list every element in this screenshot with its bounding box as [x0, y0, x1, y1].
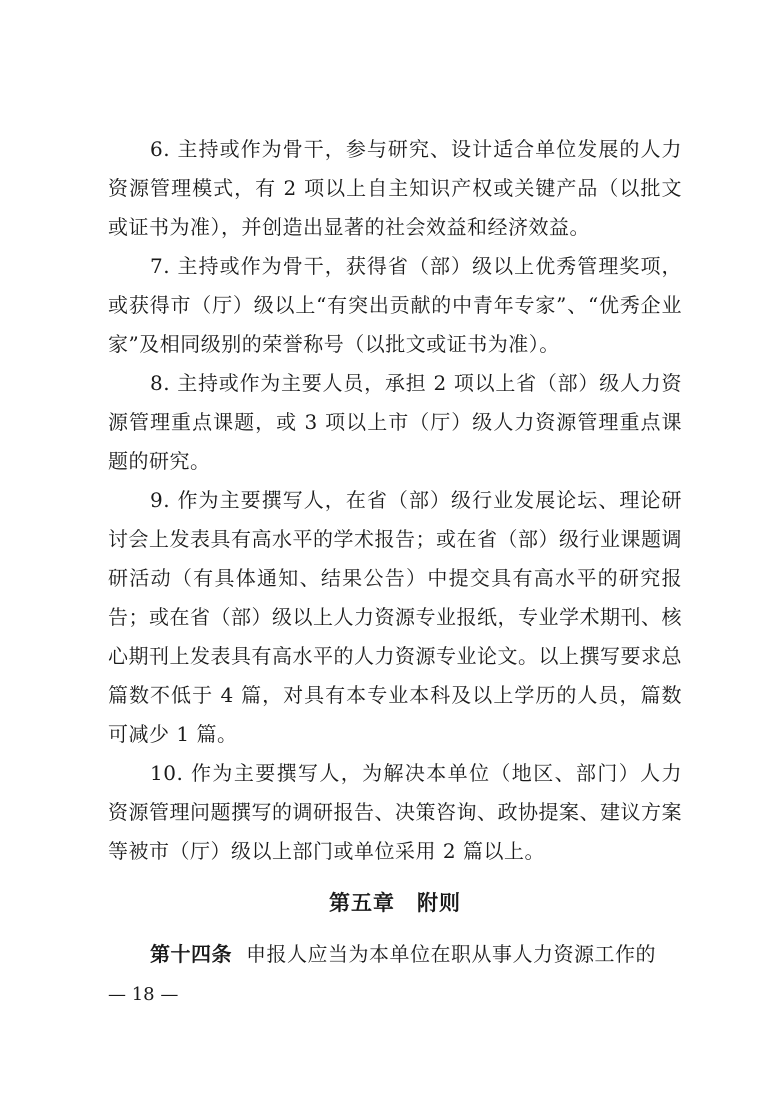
article-14 — [108, 935, 682, 974]
list-item-9: 9. 作为主要撰写人，在省（部）级行业发展论坛、理论研讨会上发表具有高水平的学术报告；或在省（部）级行业课题调研活动（有具体通知、结果公告）中提交具有高水平的研究报告；或在省（部）级以上人力资源专业报纸，专业学术期刊、核心期刊上发表具有高水平的人力资源专业论文。以上撰写要求总篇数不低于 4 篇，对具有本专业本科及以上学历的人员，篇数可减少 1 篇。 — [108, 488, 682, 746]
article-text: 申报人应当为本单位在职从事人力资源工作的 — [246, 942, 656, 966]
list-item-8: 8. 主持或作为主要人员，承担 2 项以上省（部）级人力资源管理重点课题，或 3 项以上市（厅）级人力资源管理重点课题的研究。 — [108, 371, 682, 473]
chapter-title: 附则 — [417, 891, 461, 915]
list-item-10: 10. 作为主要撰写人，为解决本单位（地区、部门）人力资源管理问题撰写的调研报告、决策咨询、政协提案、建议方案等被市（厅）级以上部门或单位采用 2 篇以上。 — [108, 761, 682, 863]
body-text — [108, 130, 682, 974]
page-number: — 18 — — [108, 984, 179, 1005]
list-item-6: 6. 主持或作为骨干，参与研究、设计适合单位发展的人力资源管理模式，有 2 项以上自主知识产权或关键产品（以批文或证书为准），并创造出显著的社会效益和经济效益。 — [108, 137, 682, 239]
article-label: 第十四条 — [150, 942, 232, 966]
list-item-7: 7. 主持或作为骨干，获得省（部）级以上优秀管理奖项，或获得市（厅）级以上“有突出贡献的中青年专家”、“优秀企业家”及相同级别的荣誉称号（以批文或证书为准）。 — [108, 254, 682, 356]
chapter-heading — [108, 871, 682, 933]
chapter-number: 第五章 — [329, 891, 395, 915]
